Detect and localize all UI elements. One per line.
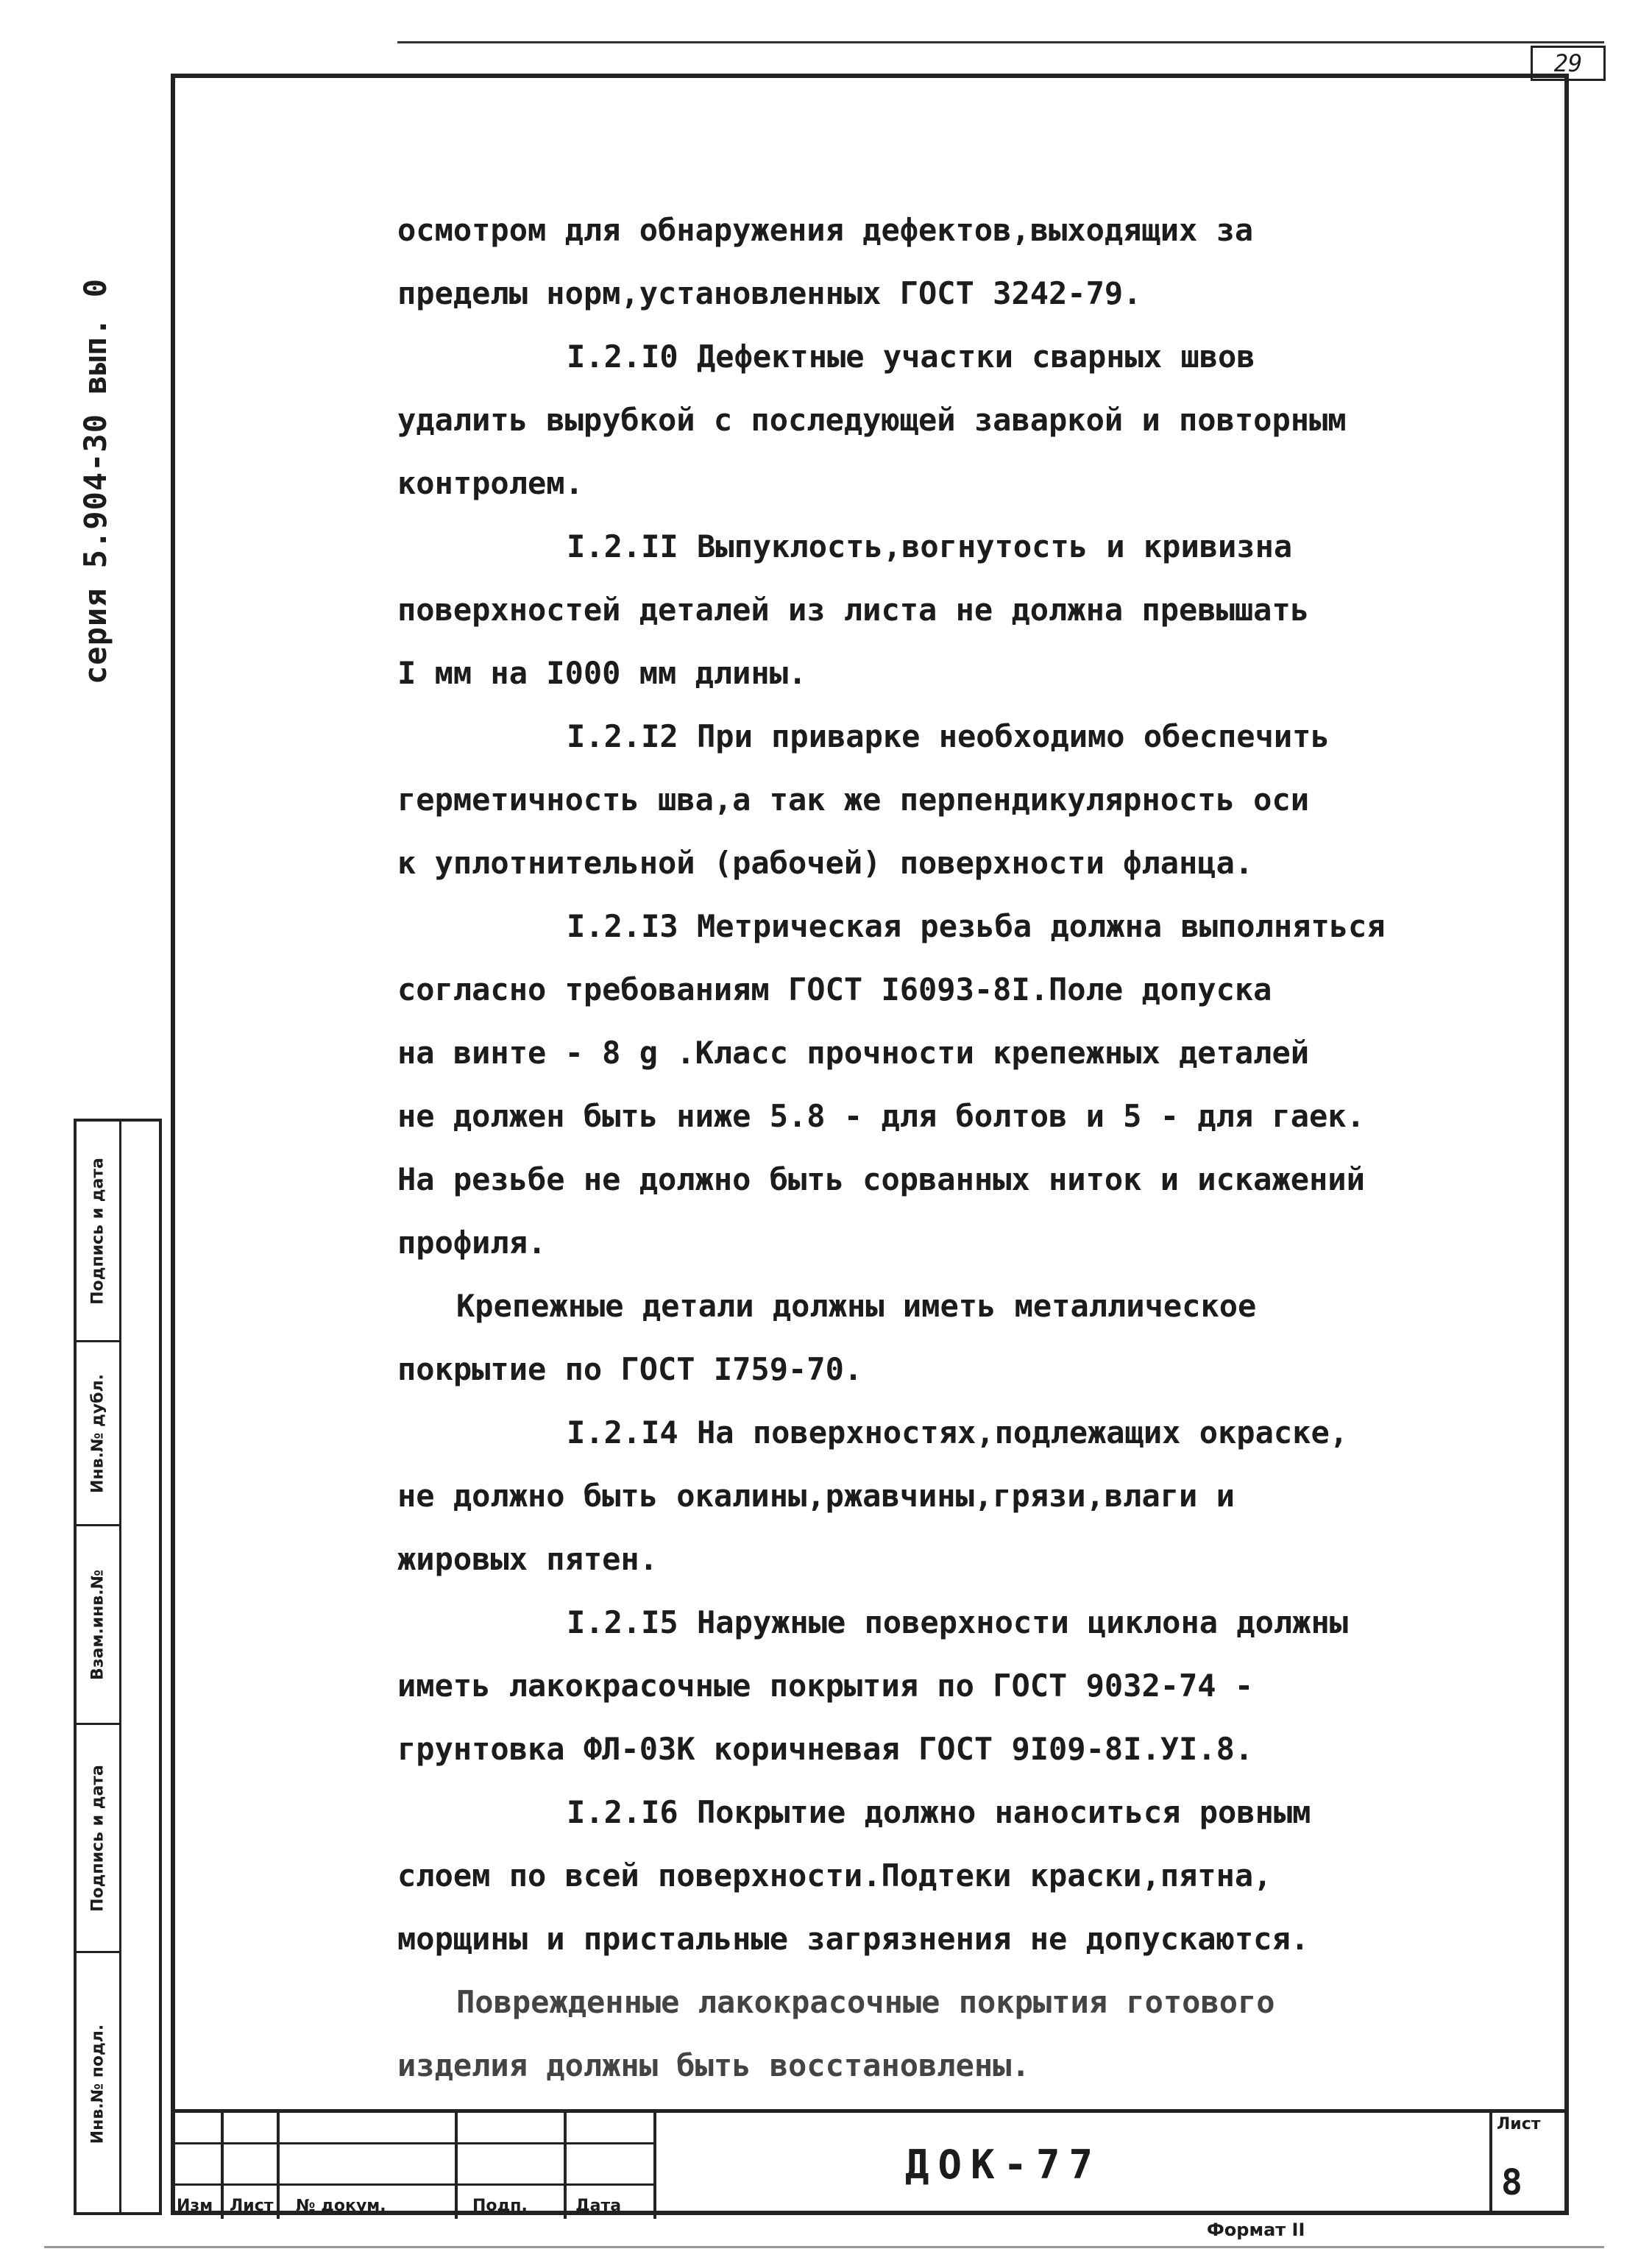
body-line: профиля. bbox=[397, 1225, 547, 1261]
body-line: к уплотнительной (рабочей) поверхности фланца. bbox=[397, 845, 1254, 881]
body-line: I мм на I000 мм длины. bbox=[397, 655, 807, 691]
stamp-cell-orig-inv bbox=[77, 1953, 119, 2215]
stamp-cell-dup-inv bbox=[77, 1342, 119, 1526]
sheet-number: 8 bbox=[1501, 2162, 1522, 2203]
clause-heading: I.2.II Выпуклость,вогнутость и кривизна bbox=[567, 528, 1293, 564]
bottom-rule bbox=[44, 2246, 1604, 2248]
body-line: Поврежденные лакокрасочные покрытия готового bbox=[456, 1984, 1275, 2020]
stamp-cell-sign-date-2 bbox=[77, 1725, 119, 1953]
body-line: жировых пятен. bbox=[397, 1541, 659, 1577]
body-line: изделия должны быть восстановлены. bbox=[397, 2047, 1030, 2083]
body-line: герметичность шва,а так же перпендикулярность оси bbox=[397, 782, 1310, 818]
body-line: слоем по всей поверхности.Подтеки краски,пятна, bbox=[397, 1857, 1272, 1894]
title-block bbox=[171, 2109, 1569, 2215]
body-line: Крепежные детали должны иметь металлическое bbox=[456, 1288, 1257, 1324]
body-line: пределы норм,установленных ГОСТ 3242-79. bbox=[397, 275, 1142, 311]
stamp-divider bbox=[119, 1122, 121, 2212]
col-label-doc-number: № докум. bbox=[296, 2197, 386, 2215]
body-line: на винте - 8 g .Класс прочности крепежных деталей bbox=[397, 1035, 1310, 1071]
page-number: 29 bbox=[1531, 46, 1606, 81]
sheet-label: Лист bbox=[1497, 2115, 1541, 2133]
body-line: поверхностей деталей из листа не должна превышать bbox=[397, 592, 1310, 628]
stamp-label: Подпись и дата bbox=[88, 1764, 107, 1912]
body-line: На резьбе не должно быть сорванных ниток и искажений bbox=[397, 1161, 1365, 1197]
stamp-label: Подпись и дата bbox=[88, 1157, 107, 1305]
body-line: согласно требованиям ГОСТ I6093-8I.Поле допуска bbox=[397, 971, 1272, 1007]
body-text bbox=[397, 199, 1464, 2097]
body-line: контролем. bbox=[397, 465, 584, 501]
stamp-label: Инв.№ дубл. bbox=[88, 1373, 107, 1493]
stamp-label: Инв.№ подл. bbox=[88, 2024, 107, 2144]
clause-heading: I.2.I2 При приварке необходимо обеспечить bbox=[567, 718, 1330, 754]
clause-heading: I.2.I4 На поверхностях,подлежащих окраске, bbox=[567, 1414, 1349, 1450]
col-label-sheet: Лист bbox=[230, 2197, 274, 2215]
body-line: иметь лакокрасочные покрытия по ГОСТ 9032-74 - bbox=[397, 1668, 1254, 1704]
col-label-date: Дата bbox=[575, 2197, 622, 2215]
clause-heading: I.2.I6 Покрытие должно наноситься ровным bbox=[567, 1794, 1311, 1830]
body-line: покрытие по ГОСТ I759-70. bbox=[397, 1351, 863, 1387]
clause-heading: I.2.I0 Дефектные участки сварных швов bbox=[567, 339, 1255, 375]
series-label: серия 5.904-30 вып. 0 bbox=[77, 277, 113, 684]
col-label-signature: Подп. bbox=[472, 2197, 528, 2215]
format-label: Формат II bbox=[1207, 2220, 1305, 2240]
body-line: удалить вырубкой с последующей заваркой и повторным bbox=[397, 402, 1347, 438]
body-line: не должно быть окалины,ржавчины,грязи,влаги и bbox=[397, 1478, 1235, 1514]
stamp-cell-sign-date-1 bbox=[77, 1122, 119, 1342]
stamp-cell-replace-inv bbox=[77, 1526, 119, 1725]
body-line: морщины и пристальные загрязнения не допускаются. bbox=[397, 1921, 1310, 1957]
stamp-strip bbox=[74, 1119, 162, 2215]
stamp-label: Взам.инв.№ bbox=[88, 1569, 107, 1680]
body-line: не должен быть ниже 5.8 - для болтов и 5 - для гаек. bbox=[397, 1098, 1365, 1134]
top-rule bbox=[397, 41, 1604, 43]
body-line: грунтовка ФЛ-03К коричневая ГОСТ 9I09-8I.УI.8. bbox=[397, 1731, 1254, 1767]
body-line: осмотром для обнаружения дефектов,выходящих за bbox=[397, 212, 1254, 248]
document-code: ДОК-77 bbox=[905, 2142, 1102, 2188]
clause-heading: I.2.I5 Наружные поверхности циклона должны bbox=[567, 1604, 1349, 1640]
col-label-change: Изм bbox=[177, 2197, 213, 2215]
clause-heading: I.2.I3 Метрическая резьба должна выполняться bbox=[567, 908, 1386, 944]
